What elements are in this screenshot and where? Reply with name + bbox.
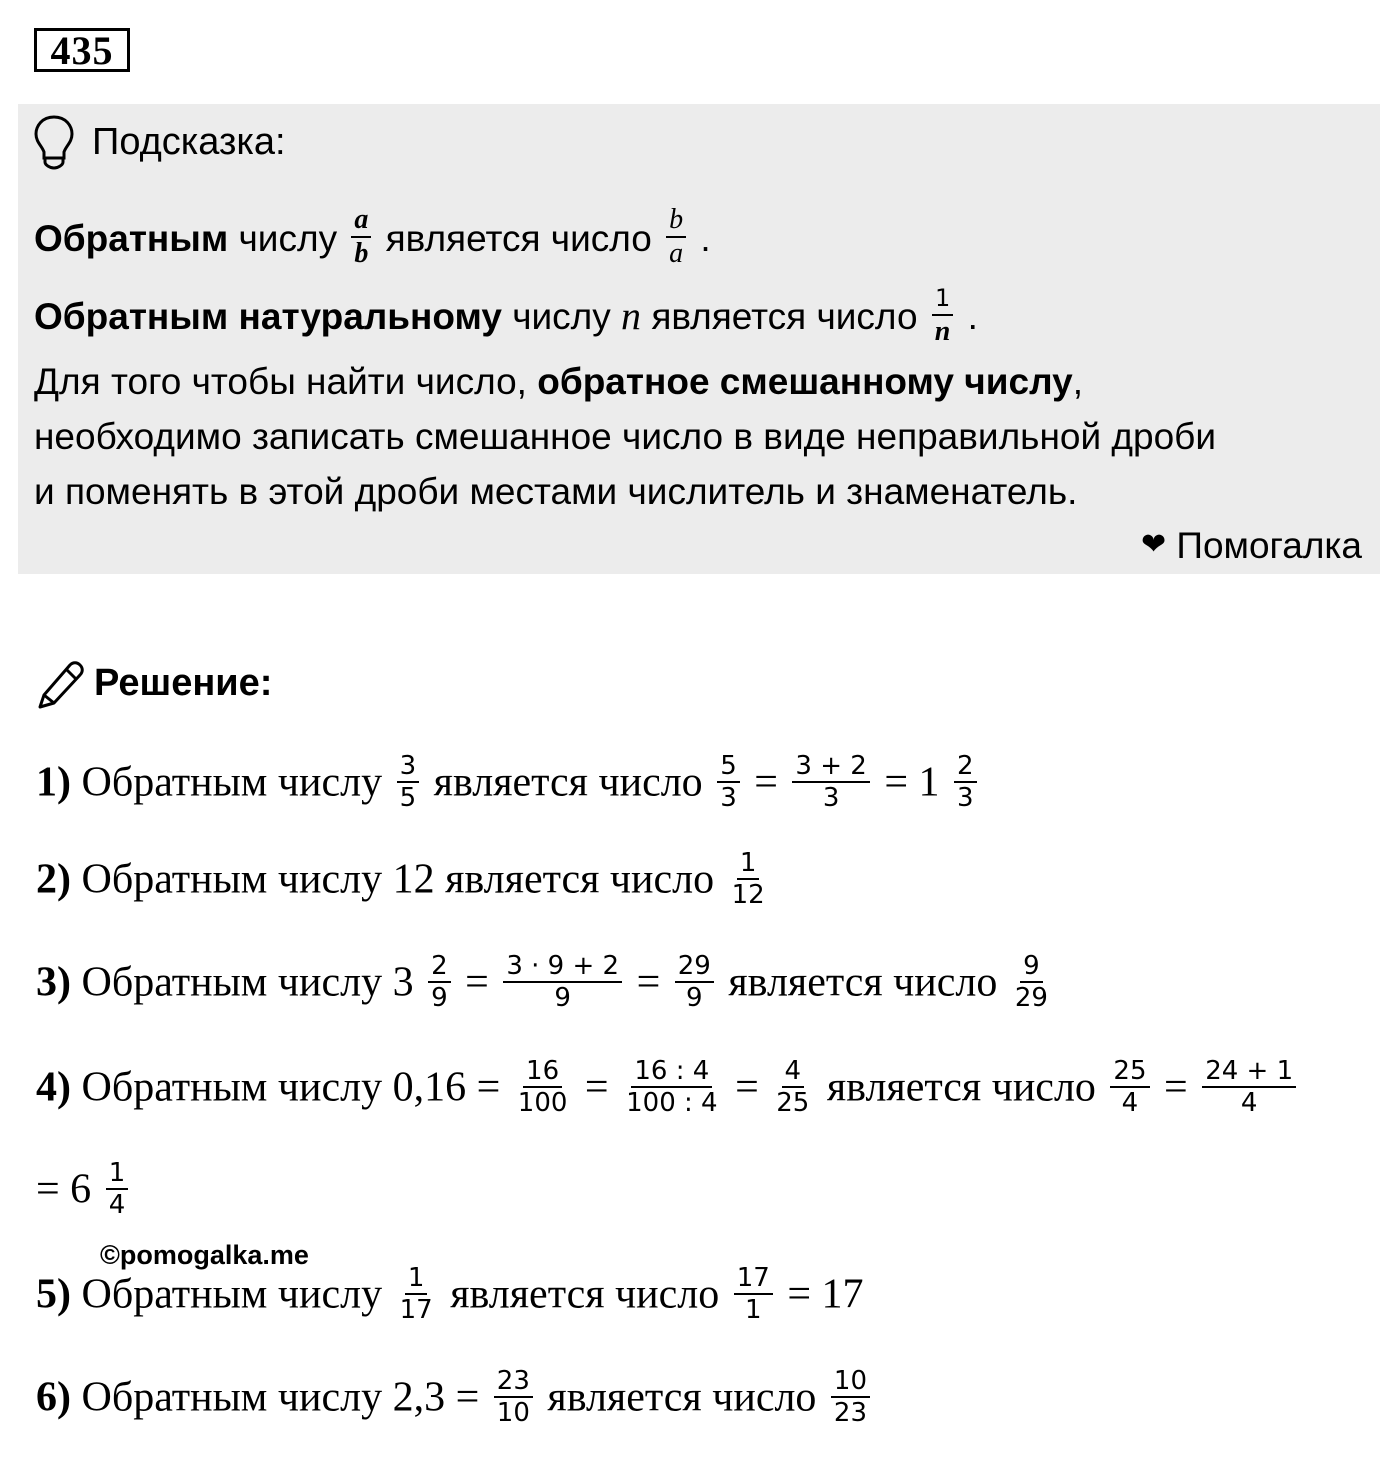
brand-label: ❤ Помогалка	[1140, 525, 1362, 566]
hint-line-3: Для того чтобы найти число, обратное смешанному числу,	[34, 361, 1083, 402]
fraction: $\frac{29}{9}$	[675, 951, 714, 1013]
fraction: $\frac{2}{3}$	[954, 751, 977, 813]
hint-title: Подсказка:	[92, 121, 286, 163]
fraction: $\frac{a}{b}$	[351, 204, 371, 270]
heart-icon: ❤	[1140, 528, 1167, 561]
hint-line-5: и поменять в этой дроби местами числитель и знаменатель.	[34, 471, 1078, 512]
hint-term: Обратным натуральному	[34, 295, 502, 337]
solution-step-4: 4) Обратным числу 0,16 = $\frac{16}{100}$ = $\frac{16 : 4}{100 : 4}$ = $\frac{4}{25}$ является число $\frac{25}{4}$ = $\frac{24 + 1}{4}$	[36, 1060, 1300, 1122]
hint-line-4: необходимо записать смешанное число в виде неправильной дроби	[34, 416, 1217, 457]
fraction: $\frac{2}{9}$	[428, 951, 451, 1013]
fraction: $\frac{1}{n}$	[932, 282, 954, 348]
hint-box	[18, 104, 1380, 574]
lightbulb-icon	[32, 114, 76, 170]
fraction: $\frac{25}{4}$	[1110, 1056, 1149, 1118]
fraction: $\frac{24 + 1}{4}$	[1202, 1056, 1296, 1118]
solution-step-4-continued: = 6 $\frac{1}{4}$	[36, 1162, 132, 1224]
fraction: $\frac{1}{12}$	[731, 848, 765, 910]
fraction: $\frac{3 \cdot 9 + 2}{9}$	[503, 951, 622, 1013]
fraction: $\frac{b}{a}$	[666, 204, 686, 270]
fraction: $\frac{4}{25}$	[776, 1056, 810, 1118]
fraction: $\frac{3 + 2}{3}$	[792, 751, 869, 813]
fraction: $\frac{16}{100}$	[517, 1056, 568, 1118]
solution-step-3: 3) Обратным числу 3 $\frac{2}{9}$ = $\frac{3 \cdot 9 + 2}{9}$ = $\frac{29}{9}$ является число $\frac{9}{29}$	[36, 955, 1055, 1017]
hint-line-1: Обратным числу $\frac{a}{b}$ является число $\frac{b}{a}$ .	[34, 204, 711, 269]
solution-step-2: 2) Обратным числу 12 является число $\frac{1}{12}$	[36, 852, 772, 914]
solution-step-1: 1) Обратным числу $\frac{3}{5}$ является число $\frac{5}{3}$ = $\frac{3 + 2}{3}$ = 1 $\frac{2}{3}$	[36, 755, 981, 817]
fraction: $\frac{3}{5}$	[397, 751, 420, 813]
task-number: 435	[34, 28, 130, 72]
fraction: $\frac{1}{17}$	[399, 1263, 433, 1325]
solution-step-5: 5) Обратным числу $\frac{1}{17}$ является число $\frac{17}{1}$ = 17	[36, 1263, 864, 1325]
pencil-icon	[36, 657, 88, 709]
fraction: $\frac{23}{10}$	[494, 1366, 533, 1428]
fraction: $\frac{10}{23}$	[831, 1366, 870, 1428]
solution-step-6: 6) Обратным числу 2,3 = $\frac{23}{10}$ является число $\frac{10}{23}$	[36, 1370, 874, 1432]
fraction: $\frac{9}{29}$	[1014, 951, 1048, 1013]
watermark: ©pomogalka.me	[100, 1240, 309, 1270]
hint-term: обратное смешанному числу	[537, 361, 1073, 402]
fraction: $\frac{1}{4}$	[106, 1158, 129, 1220]
fraction: $\frac{5}{3}$	[717, 751, 740, 813]
fraction: $\frac{17}{1}$	[734, 1263, 773, 1325]
hint-term: Обратным	[34, 217, 229, 259]
solution-title: Решение:	[94, 662, 273, 704]
hint-line-2: Обратным натуральному числу n является число $\frac{1}{n}$ .	[34, 284, 978, 347]
variable-n: n	[621, 292, 642, 338]
fraction: $\frac{16 : 4}{100 : 4}$	[626, 1056, 718, 1118]
